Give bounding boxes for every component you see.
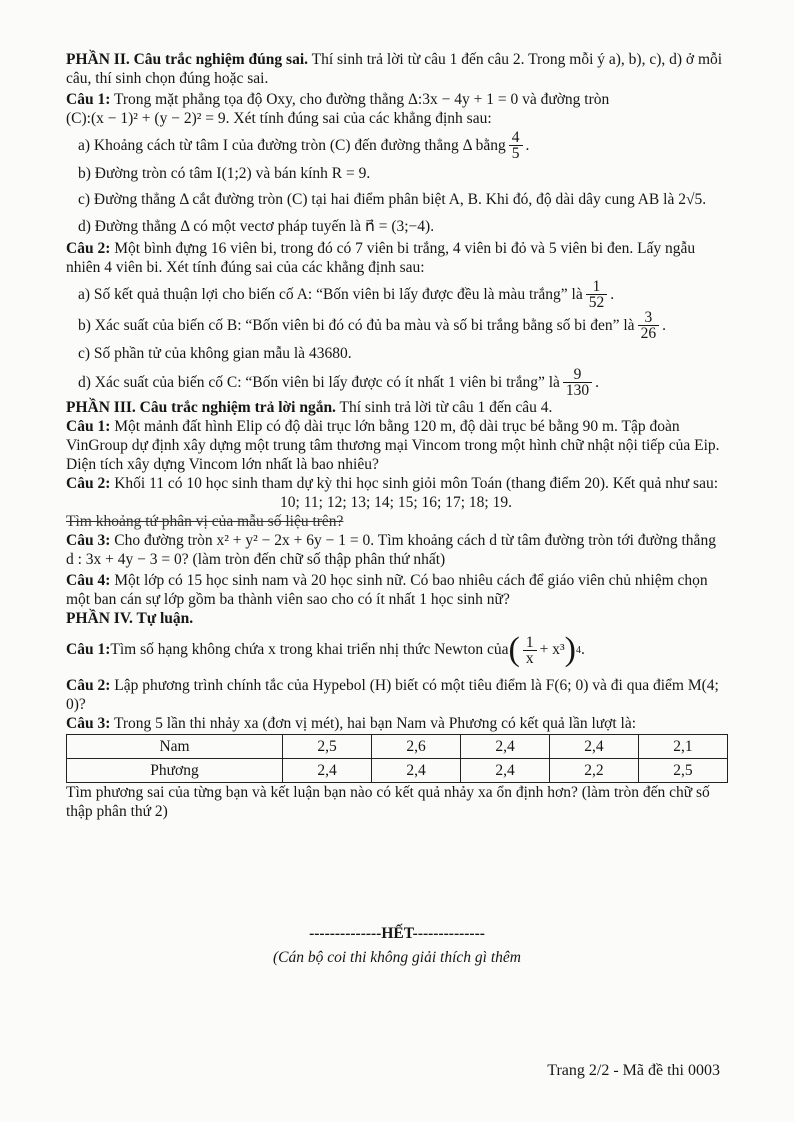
part3-q3: Câu 3: Cho đường tròn x² + y² − 2x + 6y − 1 = 0. Tìm khoảng cách d từ tâm đường tròn tới đường thẳng d : 3x + 4y − 3 = 0? (làm tròn đến chữ số thập phân thứ nhất) xyxy=(66,532,716,568)
page-footer: Trang 2/2 - Mã đề thi 0003 xyxy=(547,1062,720,1079)
fraction: $\frac{1}{x}$ xyxy=(523,635,537,666)
part3-q1: Câu 1: Một mảnh đất hình Elip có độ dài trục lớn bằng 120 m, độ dài trục bé bằng 90 m. Tập đoàn VinGroup dự định xây dựng một trung tâm thương mại Vincom trong một hình chữ nhật nội tiếp của Eip. Diện tích xây dựng Vincom lớn nhất là bao nhiêu? xyxy=(66,418,720,473)
part3-q2: Câu 2: Khối 11 có 10 học sinh tham dự kỳ thi học sinh giỏi môn Toán (thang điểm 20). Kết quả như sau: xyxy=(66,475,719,492)
part2-q1-text2: (C):(x − 1)² + (y − 2)² = 9. Xét tính đúng sai của các khẳng định sau: xyxy=(66,110,492,127)
table-row: Phương 2,4 2,4 2,4 2,2 2,5 xyxy=(67,759,728,783)
part3-q2-ask: Tìm khoảng tứ phân vị của mẫu số liệu trên? xyxy=(66,513,344,530)
part3-intro: PHẦN III. Câu trắc nghiệm trả lời ngắn. Thí sinh trả lời từ câu 1 đến câu 4. xyxy=(66,399,553,416)
part3-heading: PHẦN III. Câu trắc nghiệm trả lời ngắn. xyxy=(66,399,336,416)
part2-q2-text: Câu 2: Một bình đựng 16 viên bi, trong đó có 7 viên bi trắng, 4 viên bi đỏ và 5 viên bi đen. Lấy ngẫu nhiên 4 viên bi. Xét tính đúng sai của các khẳng định sau: xyxy=(66,240,696,276)
table-row: Nam 2,5 2,6 2,4 2,4 2,1 xyxy=(67,735,728,759)
end-marker: --------------HẾT-------------- xyxy=(309,925,485,942)
part4-q3: Câu 3: Trong 5 lần thi nhảy xa (đơn vị mét), hai bạn Nam và Phương có kết quả lần lượt là: xyxy=(66,715,637,732)
fraction: $\frac{9}{130}$ xyxy=(563,367,592,398)
fraction: $\frac{1}{52}$ xyxy=(586,279,608,310)
part3-q2-data: 10; 11; 12; 13; 14; 15; 16; 17; 18; 19. xyxy=(280,494,512,511)
fraction: $\frac{3}{26}$ xyxy=(638,310,660,341)
part2-q1-option-b: b) Đường tròn có tâm I(1;2) và bán kính R = 9. xyxy=(78,165,371,182)
part4-heading: PHẦN IV. Tự luận. xyxy=(66,610,194,627)
part2-q1-option-d: d) Đường thẳng Δ có một vectơ pháp tuyến là n⃗ = (3;−4). xyxy=(78,217,435,235)
part2-q2-option-c: c) Số phần tử của không gian mẫu là 43680. xyxy=(78,345,352,362)
part2-heading: PHẦN II. Câu trắc nghiệm đúng sai. xyxy=(66,51,308,68)
part3-q4: Câu 4: Một lớp có 15 học sinh nam và 20 học sinh nữ. Có bao nhiêu cách để giáo viên chủ nhiệm chọn một ban cán sự lớp gồm ba thành viên sao cho có ít nhất 1 học sinh nữ? xyxy=(66,572,708,608)
part2-q2-option-a: a) Số kết quả thuận lợi cho biến cố A: “Bốn viên bi lấy được đều là màu trắng” là $\frac{1}{52}$ . xyxy=(78,278,615,311)
fraction: $\frac{4}{5}$ xyxy=(509,130,523,161)
part2-q1-text1: Câu 1: Trong mặt phẳng tọa độ Oxy, cho đường thẳng Δ:3x − 4y + 1 = 0 và đường tròn xyxy=(66,91,610,108)
exam-page xyxy=(66,50,726,821)
long-jump-table xyxy=(66,734,728,783)
part2-q2-option-d: d) Xác suất của biến cố C: “Bốn viên bi lấy được có ít nhất 1 viên bi trắng” là $\frac{9}{130}$ . xyxy=(78,366,600,399)
part2-q1-option-c: c) Đường thẳng Δ cắt đường tròn (C) tại hai điểm phân biệt A, B. Khi đó, độ dài dây cung AB là 2√5. xyxy=(78,191,707,208)
part4-q2: Câu 2: Lập phương trình chính tắc của Hypebol (H) biết có một tiêu điểm là F(6; 0) và đi qua điểm M(4; 0)? xyxy=(66,677,719,713)
part4-q3-ask: Tìm phương sai của từng bạn và kết luận bạn nào có kết quả nhảy xa ổn định hơn? (làm tròn đến chữ số thập phân thứ 2) xyxy=(66,784,710,820)
part4-q1: Câu 1: Tìm số hạng không chứa x trong khai triển nhị thức Newton của ( $\frac{1}{x}$ + x³ ) 4 . xyxy=(66,631,585,668)
proctor-note: (Cán bộ coi thi không giải thích gì thêm xyxy=(273,949,521,966)
part2-q1-option-a: a) Khoảng cách từ tâm I của đường tròn (C) đến đường thẳng Δ bằng $\frac{4}{5}$ . xyxy=(78,129,530,162)
part2-intro: PHẦN II. Câu trắc nghiệm đúng sai. Thí sinh trả lời từ câu 1 đến câu 2. Trong mỗi ý a), b), c), d) ở mỗi câu, thí sinh chọn đúng hoặc sai. xyxy=(66,51,723,87)
part2-q2-option-b: b) Xác suất của biến cố B: “Bốn viên bi đó có đủ ba màu và số bi trắng bằng số bi đen” là $\frac{3}{26}$ . xyxy=(78,309,666,342)
